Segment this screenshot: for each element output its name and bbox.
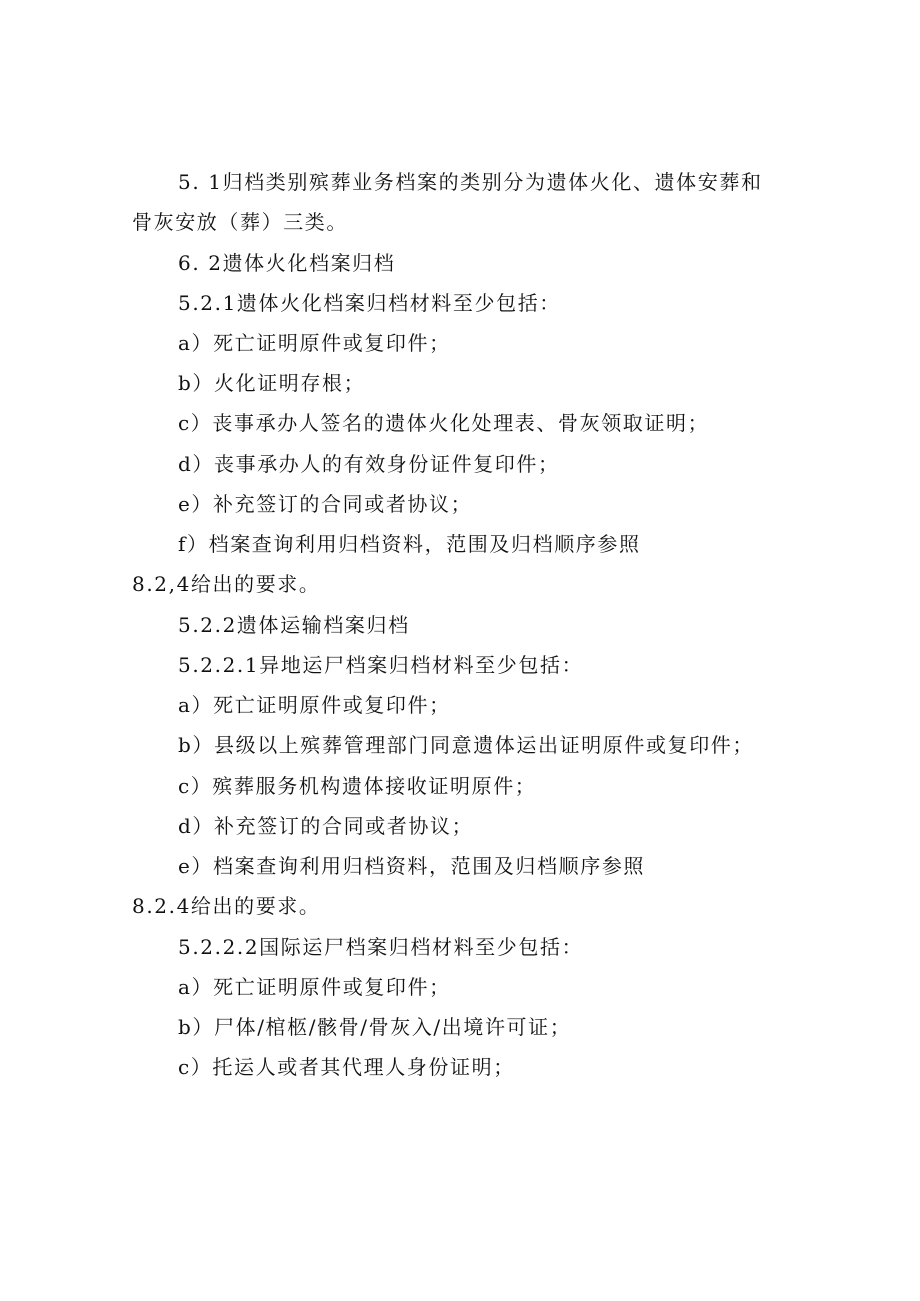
- heading-5-2-1: 5.2.1遗体火化档案归档材料至少包括：: [178, 291, 561, 315]
- list-item-c: c）殡葬服务机构遗体接收证明原件；: [178, 774, 537, 798]
- list-item-c: c）丧事承办人签名的遗体火化处理表、骨灰领取证明；: [178, 411, 710, 435]
- list-item-b: b）火化证明存根；: [178, 371, 366, 395]
- list-item-d: d）补充签订的合同或者协议；: [178, 814, 474, 838]
- heading-5-2-2: 5.2.2遗体运输档案归档: [178, 613, 410, 637]
- list-item-b: b）尸体/棺柩/骸骨/骨灰入/出境许可证；: [178, 1015, 572, 1039]
- paragraph-5-1-continued: 骨灰安放（葬）三类。: [132, 210, 348, 234]
- heading-5-2-2-2: 5.2.2.2国际运尸档案归档材料至少包括：: [178, 935, 584, 959]
- list-item-a: a）死亡证明原件或复印件；: [178, 975, 451, 999]
- list-item-e: e）档案查询利用归档资料，范围及归档顺序参照: [178, 854, 646, 878]
- list-item-f-continued: 8.2,4给出的要求。: [132, 572, 321, 596]
- list-item-a: a）死亡证明原件或复印件；: [178, 331, 451, 355]
- list-item-e-continued: 8.2.4给出的要求。: [132, 894, 321, 918]
- heading-5-2-2-1: 5.2.2.1异地运尸档案归档材料至少包括：: [178, 653, 584, 677]
- list-item-f: f）档案查询利用归档资料，范围及归档顺序参照: [178, 532, 641, 556]
- heading-6-2: 6. 2遗体火化档案归档: [178, 251, 396, 275]
- list-item-c: c）托运人或者其代理人身份证明；: [178, 1055, 515, 1079]
- list-item-e: e）补充签订的合同或者协议；: [178, 492, 473, 516]
- list-item-a: a）死亡证明原件或复印件；: [178, 693, 451, 717]
- list-item-d: d）丧事承办人的有效身份证件复印件；: [178, 452, 560, 476]
- paragraph-5-1: 5. 1归档类别殡葬业务档案的类别分为遗体火化、遗体安葬和: [178, 170, 763, 194]
- list-item-b: b）县级以上殡葬管理部门同意遗体运出证明原件或复印件；: [178, 733, 755, 757]
